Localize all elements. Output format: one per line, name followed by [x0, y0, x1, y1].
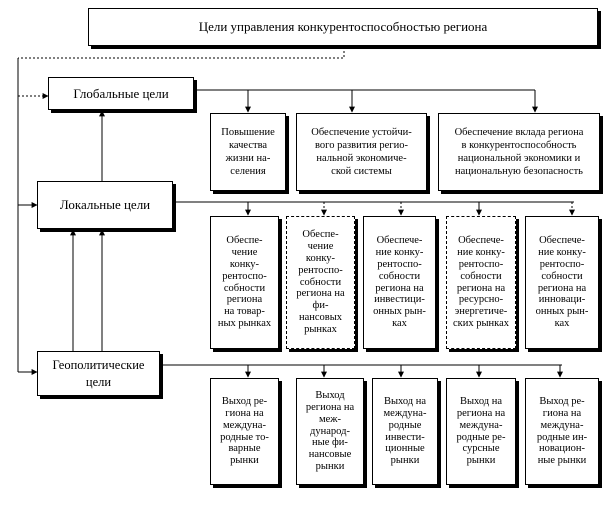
global-goal-box	[210, 113, 286, 191]
geo-goal-text: Выход ре- гиона на междуна- родные ин- новацион- ные рынки	[536, 396, 588, 467]
local-goal-text: Обеспе- чение конку- рентоспо- собности региона на фи- нансовых рынках	[296, 229, 345, 335]
local-goal-box	[446, 216, 516, 349]
geo-goal-text: Выход на региона на междуна- родные ре- сурсные рынки	[456, 396, 506, 467]
local-goal-text: Обеспече- ние конку- рентоспо- собности региона на ресурсно- энергетиче- ских рынках	[452, 235, 510, 329]
geo-goal-text: Выход на междуна- родные инвести- ционные рынки	[383, 396, 427, 467]
global-goal-box	[438, 113, 600, 191]
geopolitical-goals-box	[37, 351, 160, 396]
global-goal-text: Обеспечение вклада региона в конкурентоспособность национальной экономики и национальную безопасность	[454, 127, 584, 177]
global-goals-box	[48, 77, 194, 110]
local-goal-text: Обеспече- ние конку- рентоспо- собности региона на инвестици- онных рын- ках	[373, 235, 426, 329]
geopolitical-goals-label: Геополитические цели	[52, 357, 145, 389]
global-goal-text: Повышение качества жизни на- селения	[221, 127, 275, 177]
geo-goal-box	[525, 378, 599, 485]
geo-goal-text: Выход ре- гиона на междуна- родные то- варные рынки	[220, 396, 269, 467]
local-goal-text: Обеспе- чение конку- рентоспо- собности региона на товар- ных рынках	[217, 235, 272, 329]
local-goal-box	[363, 216, 436, 349]
local-goal-box	[286, 216, 355, 349]
global-goal-box	[296, 113, 427, 191]
local-goals-box	[37, 181, 173, 229]
local-goal-text: Обеспече- ние конку- рентоспо- собности региона на инновaци- онных рын- ках	[535, 235, 589, 329]
title-connector	[18, 47, 344, 58]
local-goal-box	[525, 216, 599, 349]
geo-goal-box	[296, 378, 364, 485]
diagram-title: Цели управления конкурентоспособностью региона	[198, 19, 488, 34]
geo-goal-box	[446, 378, 516, 485]
geo-goal-text: Выход региона на меж- дународ- ные фи- нансовые рынки	[305, 390, 355, 472]
geo-goal-box	[210, 378, 279, 485]
global-goal-text: Обеспечение устойчи- вого развития регио- нальной экономиче- ской системы	[311, 127, 412, 177]
geo-goal-box	[372, 378, 438, 485]
local-goals-label: Локальные цели	[59, 197, 151, 212]
diagram-title-box	[88, 8, 598, 46]
global-goals-label: Глобальные цели	[73, 85, 169, 101]
local-goal-box	[210, 216, 279, 349]
